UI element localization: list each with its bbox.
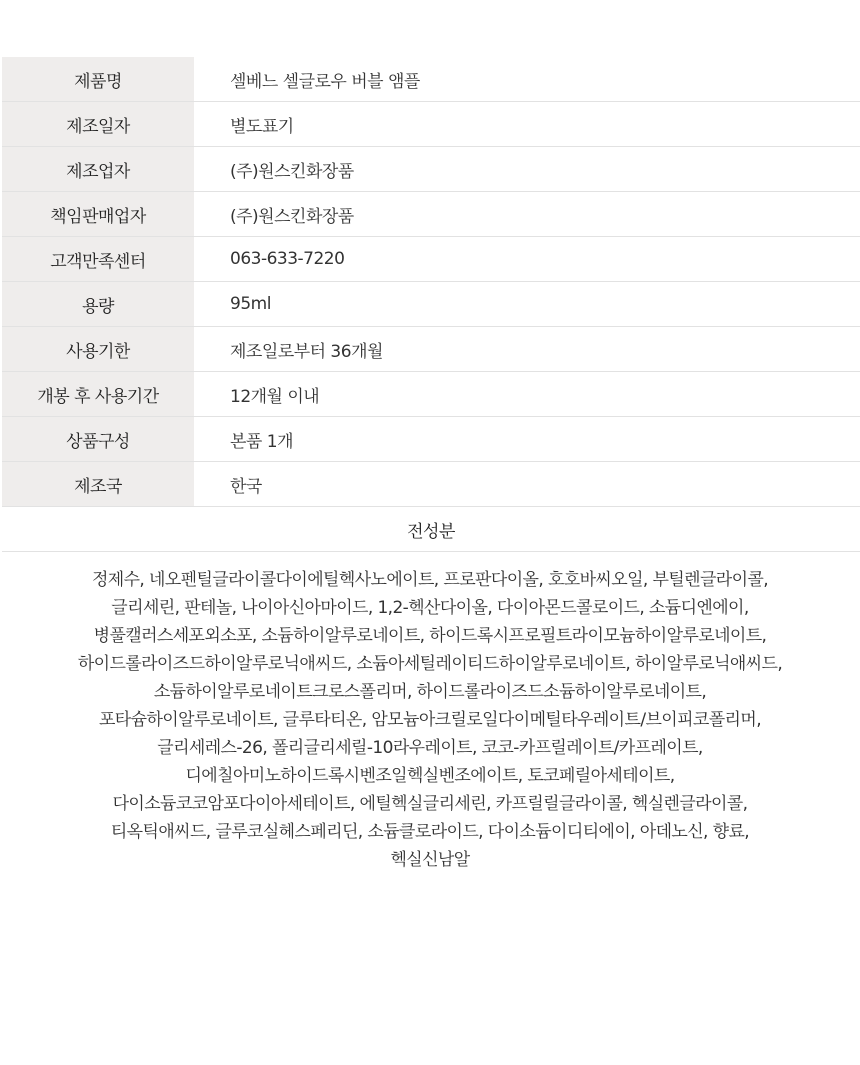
info-label: 개봉 후 사용기간: [2, 372, 194, 416]
product-info-table: [2, 57, 860, 507]
info-label: 제조일자: [2, 102, 194, 146]
ingredients-line: 다이소듐코코암포다이아세테이트, 에틸헥실글리세린, 카프릴릴글라이콜, 헥실렌글라이콜,: [112, 794, 748, 814]
info-value: 본품 1개: [230, 431, 293, 452]
info-row-volume: [2, 282, 860, 327]
info-label: 사용기한: [2, 327, 194, 371]
info-row-composition: [2, 417, 860, 462]
ingredients-line: 병풀캘러스세포외소포, 소듐하이알루로네이트, 하이드록시프로필트라이모늄하이알루로네이트,: [93, 626, 767, 646]
info-value: 별도표기: [230, 116, 294, 137]
info-value: (주)원스킨화장품: [230, 161, 354, 182]
info-row-manufacturer: [2, 147, 860, 192]
ingredients-line: 포타슘하이알루로네이트, 글루타티온, 암모늄아크릴로일다이메틸타우레이트/브이피코폴리머,: [98, 710, 762, 730]
ingredients-title: 전성분: [2, 508, 860, 552]
info-row-customer-center: [2, 237, 860, 282]
ingredients-line: 글리세레스-26, 폴리글리세릴-10라우레이트, 코코-카프릴레이트/카프레이트,: [157, 738, 703, 758]
info-label: 책임판매업자: [2, 192, 194, 236]
info-label: 용량: [2, 282, 194, 326]
ingredients-line: 하이드롤라이즈드하이알루로닉애씨드, 소듐아세틸레이티드하이알루로네이트, 하이알루로닉애씨드,: [77, 654, 783, 674]
ingredients-list: [30, 566, 830, 874]
ingredients-line: 헥실신남알: [390, 850, 470, 870]
ingredients-line: 소듐하이알루로네이트크로스폴리머, 하이드롤라이즈드소듐하이알루로네이트,: [153, 682, 707, 702]
info-row-product-name: [2, 57, 860, 102]
ingredients-line: 티옥틱애씨드, 글루코실헤스페리딘, 소듐클로라이드, 다이소듐이디티에이, 아데노신, 향료,: [110, 822, 750, 842]
info-label: 고객만족센터: [2, 237, 194, 281]
ingredients-line: 글리세린, 판테놀, 나이아신아마이드, 1,2-헥산다이올, 다이아몬드콜로이드, 소듐디엔에이,: [111, 598, 749, 618]
info-row-manufacture-date: [2, 102, 860, 147]
info-value: 12개월 이내: [230, 386, 320, 407]
info-label: 제조국: [2, 462, 194, 506]
info-label: 제품명: [2, 57, 194, 101]
info-row-distributor: [2, 192, 860, 237]
info-value: 한국: [230, 476, 262, 497]
info-label: 제조업자: [2, 147, 194, 191]
info-row-country: [2, 462, 860, 507]
info-value: 제조일로부터 36개월: [230, 341, 383, 362]
info-value: 셀베느 셀글로우 버블 앰플: [230, 71, 420, 92]
info-value: 063-633-7220: [230, 249, 345, 269]
info-label: 상품구성: [2, 417, 194, 461]
info-value: (주)원스킨화장품: [230, 206, 354, 227]
info-value: 95ml: [230, 294, 271, 314]
info-row-expiration: [2, 327, 860, 372]
info-row-after-opening: [2, 372, 860, 417]
ingredients-line: 정제수, 네오펜틸글라이콜다이에틸헥사노에이트, 프로판다이올, 호호바씨오일, 부틸렌글라이콜,: [91, 570, 769, 590]
ingredients-line: 디에칠아미노하이드록시벤조일헥실벤조에이트, 토코페릴아세테이트,: [185, 766, 675, 786]
